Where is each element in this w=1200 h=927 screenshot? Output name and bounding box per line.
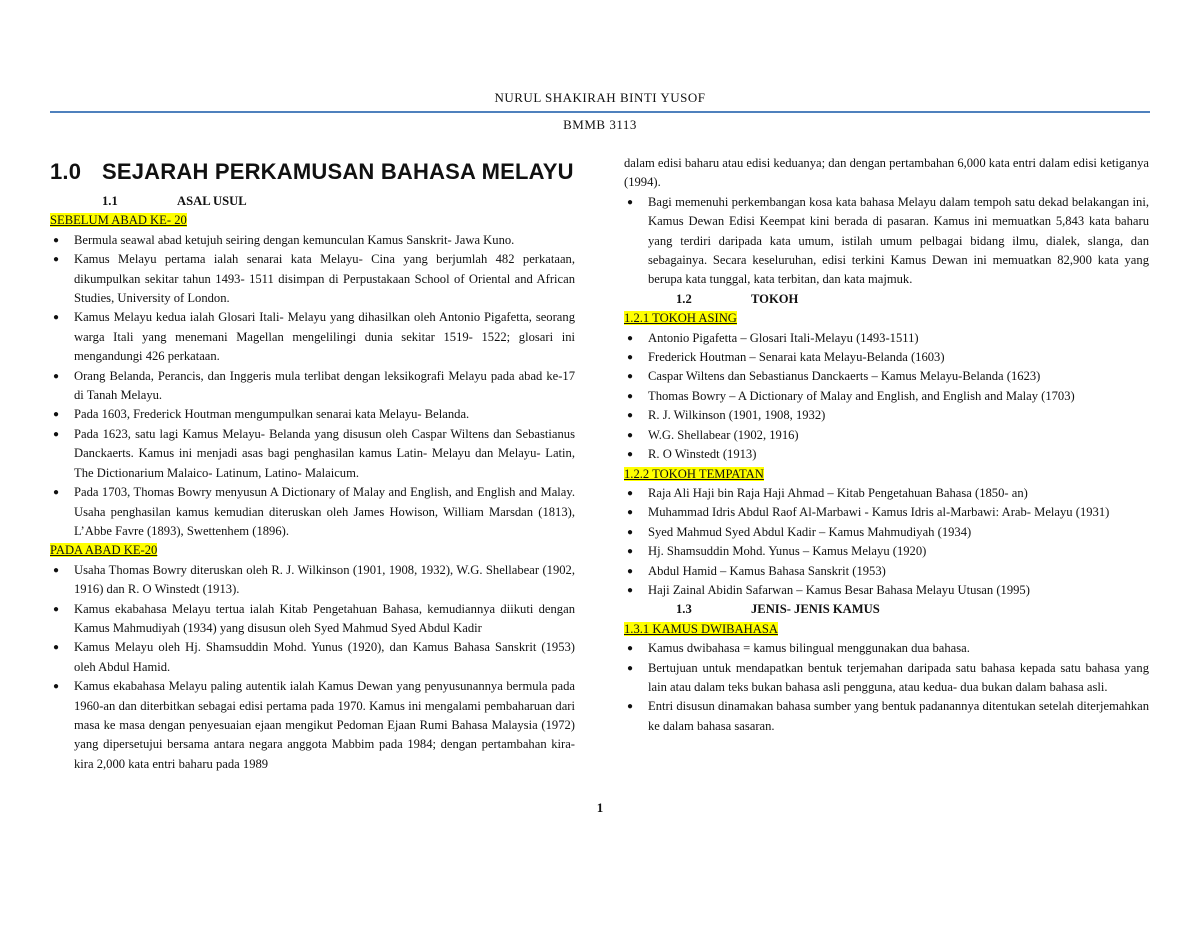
list-item: ● Pada 1703, Thomas Bowry menyusun A Dictionary of Malay and English, and English and Malay. Usaha penghasilan kamus kemudian diteruskan oleh James Howison, William Marsdan (1813), L’Abbe Favre (1893), Swettenhem (1896). (52, 485, 575, 538)
list-item: ● R. J. Wilkinson (1901, 1908, 1932) (626, 408, 826, 423)
list-item: ● Bagi memenuhi perkembangan kosa kata bahasa Melayu dalam tempoh satu dekad belakangan ini, Kamus Dewan Edisi Keempat kini berada di pasaran. Kamus ini memuatkan 5,843 kata baharu yang terdiri daripada kata umum, istilah umum pelbagai bidang ilmu, dialek, slanga, dan sebagainya. Secara keseluruhan, edisi terkini Kamus Dewan ini memuatkan 82,900 kata yang berupa kata tunggal, kata terbitan, dan kata majmuk. (626, 194, 1149, 287)
list-item: ● Pada 1623, satu lagi Kamus Melayu- Belanda yang disusun oleh Caspar Wiltens dan Sebastianus Danckaerts. Kamus ini menjadi asas bagi penghasilan kamus Latin- Melayu dan Melayu- Latin, The Dictionarium Malaico- Latinum, Latino- Malaicum. (52, 426, 575, 480)
list-item: ● R. O Winstedt (1913) (626, 447, 757, 462)
subheading-asal-usul: 1.1 ASAL USUL (102, 194, 247, 208)
list-tokoh-tempatan (626, 484, 1149, 600)
list-item: ● Kamus dwibahasa = kamus bilingual menggunakan dua bahasa. (626, 641, 970, 656)
list-item: ● Thomas Bowry – A Dictionary of Malay and English, and English and Malay (1703) (626, 388, 1075, 403)
list-item: ● Hj. Shamsuddin Mohd. Yunus – Kamus Melayu (1920) (626, 544, 927, 559)
page-number: 1 (596, 800, 604, 815)
page-title: 1.0 SEJARAH PERKAMUSAN BAHASA MELAYU (50, 159, 574, 184)
list-sebelum-abad (52, 231, 575, 542)
list-pada-abad (52, 561, 575, 774)
list-item: ● W.G. Shellabear (1902, 1916) (626, 427, 799, 442)
list-item: ● Entri disusun dinamakan bahasa sumber yang bentuk padanannya ditentukan setelah diterjemahkan ke dalam bahasa sasaran. (626, 699, 1149, 733)
list-item: ● Kamus Melayu kedua ialah Glosari Itali- Melayu yang dihasilkan oleh Antonio Pigafetta, seorang warga Itali yang menemani Magellan mengelilingi dunia sekitar 1519- 1522; glosari ini mengandungi 426 perkataan. (52, 310, 575, 364)
list-tokoh-asing (626, 329, 1149, 465)
list-item: ● Haji Zainal Abidin Safarwan – Kamus Besar Bahasa Melayu Utusan (1995) (626, 582, 1030, 597)
list-item: ● Usaha Thomas Bowry diteruskan oleh R. J. Wilkinson (1901, 1908, 1932), W.G. Shellabear (1902, 1916) dan R. O Winstedt (1913). (52, 562, 575, 597)
header-author: NURUL SHAKIRAH BINTI YUSOF (494, 90, 706, 105)
continuation-text: dalam edisi baharu atau edisi keduanya; dan dengan pertambahan 6,000 kata entri dalam edisi ketiganya (1994). (624, 156, 1149, 190)
list-kamus-dwibahasa (626, 639, 1149, 736)
list-item: ● Frederick Houtman – Senarai kata Melayu-Belanda (1603) (626, 350, 945, 365)
list-item: ● Pada 1603, Frederick Houtman mengumpulkan senarai kata Melayu- Belanda. (52, 407, 470, 422)
list-item: ● Raja Ali Haji bin Raja Haji Ahmad – Kitab Pengetahuan Bahasa (1850- an) (626, 485, 1028, 500)
section-label-tokoh-tempatan: 1.2.2 TOKOH TEMPATAN (624, 466, 764, 481)
list-item: ● Syed Mahmud Syed Abdul Kadir – Kamus Mahmudiyah (1934) (626, 524, 972, 539)
list-item: ● Kamus ekabahasa Melayu tertua ialah Kitab Pengetahuan Bahasa, kemudiannya diikuti dengan Kamus Mahmudiyah (1934) yang disusun oleh Syed Mahmud Syed Abdul Kadir (52, 601, 575, 635)
list-item: ● Bermula seawal abad ketujuh seiring dengan kemunculan Kamus Sanskrit- Jawa Kuno. (52, 232, 515, 247)
section-label-pada-abad: PADA ABAD KE-20 (50, 543, 158, 558)
right-column (624, 154, 1149, 736)
list-item: ● Kamus Melayu pertama ialah senarai kata Melayu- Cina yang berjumlah 482 perkataan, dikumpulkan sekitar tahun 1493- 1511 disimpan di Perpustakaan School of Oriental and African Studies, University of London. (52, 252, 575, 306)
left-column (50, 158, 575, 774)
subheading-jenis-kamus: 1.3 JENIS- JENIS KAMUS (676, 602, 880, 617)
list-item: ● Antonio Pigafetta – Glosari Itali-Melayu (1493-1511) (626, 330, 919, 345)
header-course-code: BMMB 3113 (563, 117, 637, 132)
subheading-tokoh: 1.2 TOKOH (676, 291, 799, 306)
header-divider (50, 111, 1150, 113)
list-item: ● Kamus Melayu oleh Hj. Shamsuddin Mohd. Yunus (1920), dan Kamus Bahasa Sanskrit (1953) oleh Abdul Hamid. (52, 640, 575, 674)
list-item: ● Caspar Wiltens dan Sebastianus Danckaerts – Kamus Melayu-Belanda (1623) (626, 369, 1041, 384)
section-label-sebelum: SEBELUM ABAD KE- 20 (50, 213, 187, 228)
list-item: ● Muhammad Idris Abdul Raof Al-Marbawi - Kamus Idris al-Marbawi: Arab- Melayu (1931) (626, 505, 1110, 520)
section-label-kamus-dwibahasa: 1.3.1 KAMUS DWIBAHASA (624, 621, 778, 636)
list-kamus-dewan (626, 193, 1149, 290)
section-label-tokoh-asing: 1.2.1 TOKOH ASING (624, 311, 737, 326)
list-item: ● Abdul Hamid – Kamus Bahasa Sanskrit (1953) (626, 563, 886, 578)
list-item: ● Orang Belanda, Perancis, dan Inggeris mula terlibat dengan leksikografi Melayu pada abad ke-17 di Tanah Melayu. (52, 368, 575, 403)
list-item: ● Bertujuan untuk mendapatkan bentuk terjemahan daripada satu bahasa kepada satu bahasa yang lain atau dalam teks bukan bahasa asli pengguna, atau kedua- dua bukan dalam bahasa asli. (626, 660, 1149, 694)
list-item: ● Kamus ekabahasa Melayu paling autentik ialah Kamus Dewan yang penyusunannya bermula pada 1960-an dan diterbitkan sebagai edisi pertama pada 1970. Kamus ini mengalami pembaharuan dari masa ke masa dengan penyesuaian ejaan mengikut Pedoman Ejaan Rumi Bahasa Malaysia (1972) yang dipersetujui bersama antara negara anggota Mabbim pada 1984; dengan pertambahan kira-kira 2,000 kata entri baharu pada 1989 (52, 679, 575, 771)
